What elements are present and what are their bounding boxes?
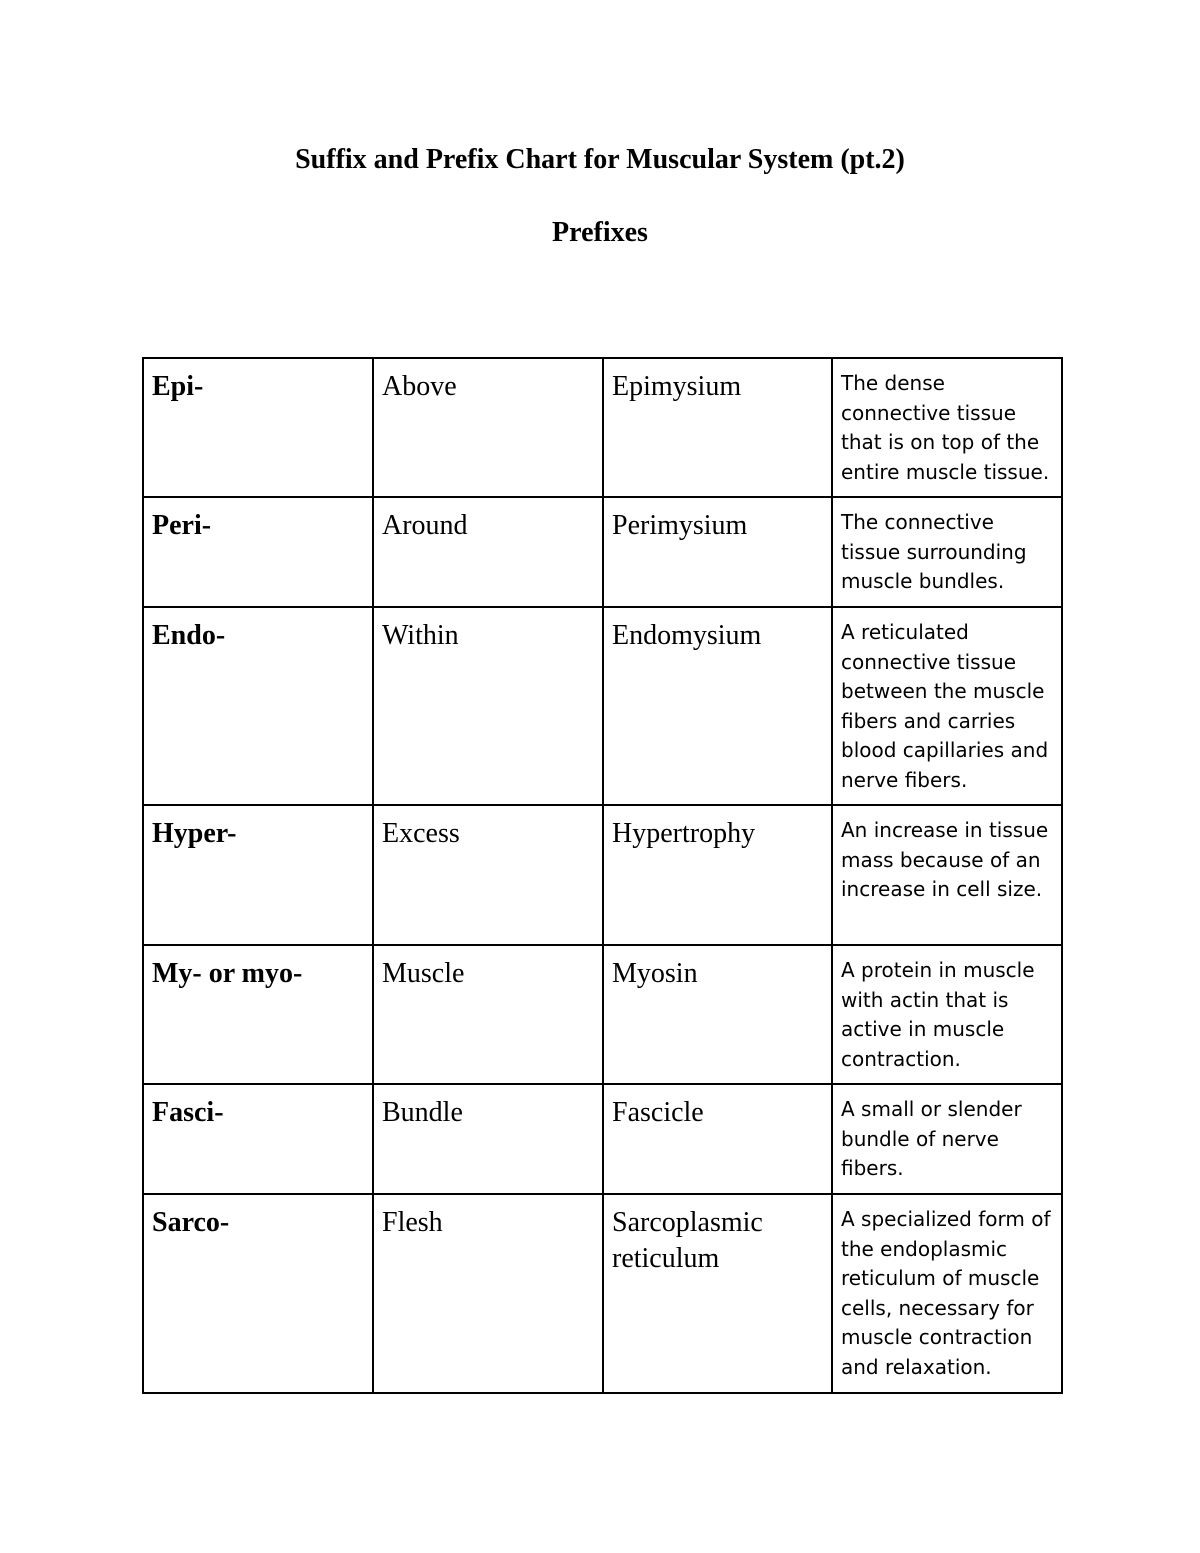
definition-cell: A reticulated connective tissue between the muscle fibers and carries blood capillaries and nerve fibers. <box>832 607 1062 805</box>
definition-cell: The dense connective tissue that is on top of the entire muscle tissue. <box>832 358 1062 497</box>
prefix-cell: Peri- <box>143 497 373 607</box>
definition-cell: A small or slender bundle of nerve fibers. <box>832 1084 1062 1194</box>
table-row <box>143 1194 1062 1393</box>
prefix-cell: Epi- <box>143 358 373 497</box>
meaning-cell: Bundle <box>373 1084 603 1194</box>
meaning-cell: Within <box>373 607 603 805</box>
table-row <box>143 497 1062 607</box>
example-term-cell: Perimysium <box>603 497 832 607</box>
section-heading: Prefixes <box>552 217 648 248</box>
example-term-cell: Endomysium <box>603 607 832 805</box>
table-row <box>143 1084 1062 1194</box>
definition-cell: An increase in tissue mass because of an increase in cell size. <box>832 805 1062 945</box>
page-title: Suffix and Prefix Chart for Muscular System (pt.2) <box>295 144 905 175</box>
example-term-cell: Fascicle <box>603 1084 832 1194</box>
prefix-cell: My- or myo- <box>143 945 373 1084</box>
meaning-cell: Above <box>373 358 603 497</box>
definition-cell: The connective tissue surrounding muscle bundles. <box>832 497 1062 607</box>
prefix-cell: Hyper- <box>143 805 373 945</box>
prefix-cell: Sarco- <box>143 1194 373 1393</box>
meaning-cell: Excess <box>373 805 603 945</box>
prefix-cell: Endo- <box>143 607 373 805</box>
meaning-cell: Flesh <box>373 1194 603 1393</box>
definition-cell: A specialized form of the endoplasmic reticulum of muscle cells, necessary for muscle contraction and relaxation. <box>832 1194 1062 1393</box>
table-row <box>143 358 1062 497</box>
table-row <box>143 805 1062 945</box>
table-row <box>143 945 1062 1084</box>
meaning-cell: Around <box>373 497 603 607</box>
definition-cell: A protein in muscle with actin that is active in muscle contraction. <box>832 945 1062 1084</box>
prefix-table <box>142 357 1063 1394</box>
meaning-cell: Muscle <box>373 945 603 1084</box>
example-term-cell: Epimysium <box>603 358 832 497</box>
table-row <box>143 607 1062 805</box>
example-term-cell: Myosin <box>603 945 832 1084</box>
prefix-cell: Fasci- <box>143 1084 373 1194</box>
example-term-cell: Hypertrophy <box>603 805 832 945</box>
example-term-cell: Sarcoplasmic reticulum <box>603 1194 832 1393</box>
